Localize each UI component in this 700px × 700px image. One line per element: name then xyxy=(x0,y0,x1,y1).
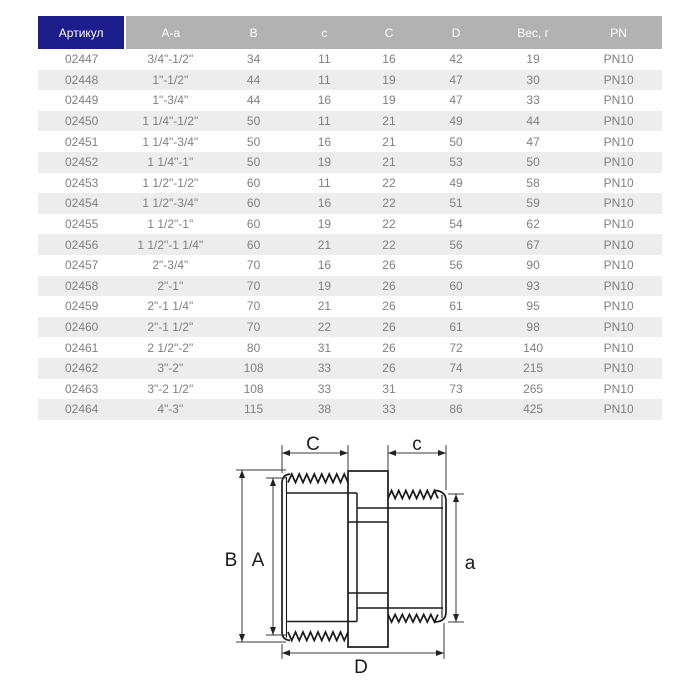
table-cell: 54 xyxy=(421,214,491,235)
table-cell: 44 xyxy=(215,90,292,111)
table-cell: 02449 xyxy=(38,90,125,111)
table-body xyxy=(38,49,662,420)
table-cell: 70 xyxy=(215,296,292,317)
table-cell: PN10 xyxy=(575,111,662,132)
table-cell: 95 xyxy=(491,296,575,317)
table-cell: 67 xyxy=(491,234,575,255)
table-cell: 11 xyxy=(292,49,357,70)
table-cell: 50 xyxy=(491,152,575,173)
table-cell: 26 xyxy=(357,317,421,338)
fitting-diagram xyxy=(200,425,500,695)
table-cell: PN10 xyxy=(575,70,662,91)
table-cell: 33 xyxy=(491,90,575,111)
table-cell: 34 xyxy=(215,49,292,70)
table-cell: 02450 xyxy=(38,111,125,132)
table-cell: PN10 xyxy=(575,358,662,379)
table-cell: 50 xyxy=(215,152,292,173)
table-cell: 22 xyxy=(357,193,421,214)
table-cell: 50 xyxy=(215,131,292,152)
table-cell: 26 xyxy=(357,296,421,317)
table-cell: PN10 xyxy=(575,49,662,70)
table-row xyxy=(38,358,662,379)
dim-label-a: a xyxy=(464,553,476,574)
table-row xyxy=(38,173,662,194)
table-cell: 4"-3" xyxy=(125,399,215,420)
table-cell: 02457 xyxy=(38,255,125,276)
table-cell: 26 xyxy=(357,337,421,358)
table-row xyxy=(38,399,662,420)
table-cell: 16 xyxy=(357,49,421,70)
table-row xyxy=(38,276,662,297)
table-cell: 38 xyxy=(292,399,357,420)
table-cell: PN10 xyxy=(575,379,662,400)
table-cell: 140 xyxy=(491,337,575,358)
left-thread-root-lines xyxy=(287,493,358,622)
table-cell: 02454 xyxy=(38,193,125,214)
dim-label-A: A xyxy=(251,550,265,571)
table-cell: 47 xyxy=(421,70,491,91)
table-cell: 02453 xyxy=(38,173,125,194)
table-cell: 02459 xyxy=(38,296,125,317)
table-cell: 02464 xyxy=(38,399,125,420)
table-cell: PN10 xyxy=(575,131,662,152)
column-header: А-а xyxy=(125,16,215,49)
table-cell: 265 xyxy=(491,379,575,400)
table-cell: PN10 xyxy=(575,337,662,358)
table-cell: 22 xyxy=(357,173,421,194)
column-header: Артикул xyxy=(38,16,125,49)
table-cell: PN10 xyxy=(575,234,662,255)
dim-label-D: D xyxy=(354,657,368,678)
table-cell: 47 xyxy=(491,131,575,152)
table-cell: 60 xyxy=(215,234,292,255)
table-cell: 02451 xyxy=(38,131,125,152)
table-cell: 70 xyxy=(215,276,292,297)
table-cell: 1 1/2"-3/4" xyxy=(125,193,215,214)
table-cell: 02460 xyxy=(38,317,125,338)
table-row xyxy=(38,131,662,152)
table-cell: 3"-2 1/2" xyxy=(125,379,215,400)
table-cell: 1 1/4"-3/4" xyxy=(125,131,215,152)
table-cell: 1 1/2"-1/2" xyxy=(125,173,215,194)
table-cell: 19 xyxy=(292,276,357,297)
table-cell: 02461 xyxy=(38,337,125,358)
table-cell: 22 xyxy=(292,317,357,338)
table-cell: 72 xyxy=(421,337,491,358)
table-row xyxy=(38,70,662,91)
table-cell: 02452 xyxy=(38,152,125,173)
table-cell: 62 xyxy=(491,214,575,235)
table-row xyxy=(38,90,662,111)
table-cell: 73 xyxy=(421,379,491,400)
table-cell: 2"-1 1/2" xyxy=(125,317,215,338)
column-header: PN xyxy=(575,16,662,49)
table-cell: 60 xyxy=(421,276,491,297)
table-cell: 44 xyxy=(491,111,575,132)
table-cell: 108 xyxy=(215,379,292,400)
table-cell: 98 xyxy=(491,317,575,338)
table-cell: PN10 xyxy=(575,276,662,297)
table-cell: 22 xyxy=(357,234,421,255)
table-cell: 50 xyxy=(215,111,292,132)
table-cell: 21 xyxy=(357,152,421,173)
table-cell: 70 xyxy=(215,255,292,276)
table-row xyxy=(38,152,662,173)
table-cell: 16 xyxy=(292,131,357,152)
table-cell: 115 xyxy=(215,399,292,420)
table-cell: 33 xyxy=(292,358,357,379)
table-cell: 33 xyxy=(292,379,357,400)
table-row xyxy=(38,111,662,132)
table-row xyxy=(38,234,662,255)
left-thread-bottom xyxy=(288,632,348,641)
table-cell: 19 xyxy=(357,90,421,111)
table-cell: 90 xyxy=(491,255,575,276)
dim-label-c: c xyxy=(412,434,422,455)
table-cell: 93 xyxy=(491,276,575,297)
dim-label-C: C xyxy=(306,434,320,455)
spec-table xyxy=(38,16,662,420)
table-cell: 02447 xyxy=(38,49,125,70)
hex-section xyxy=(348,471,388,647)
table-cell: 21 xyxy=(357,111,421,132)
table-cell: 11 xyxy=(292,173,357,194)
table-cell: 26 xyxy=(357,255,421,276)
table-cell: PN10 xyxy=(575,317,662,338)
table-cell: PN10 xyxy=(575,214,662,235)
table-cell: 26 xyxy=(357,358,421,379)
table-row xyxy=(38,255,662,276)
table-cell: 2"-3/4" xyxy=(125,255,215,276)
table-cell: 74 xyxy=(421,358,491,379)
table-cell: 70 xyxy=(215,317,292,338)
table-cell: 19 xyxy=(491,49,575,70)
table-row xyxy=(38,379,662,400)
table-cell: 3/4"-1/2" xyxy=(125,49,215,70)
table-cell: 1 1/2"-1 1/4" xyxy=(125,234,215,255)
hex-flats xyxy=(348,522,388,593)
table-row xyxy=(38,296,662,317)
table-cell: 61 xyxy=(421,317,491,338)
table-cell: 2"-1" xyxy=(125,276,215,297)
dim-A-extensions xyxy=(266,478,286,635)
table-cell: 60 xyxy=(215,214,292,235)
table-cell: 49 xyxy=(421,173,491,194)
table-cell: 49 xyxy=(421,111,491,132)
table-row xyxy=(38,193,662,214)
table-cell: 16 xyxy=(292,255,357,276)
table-cell: 1"-1/2" xyxy=(125,70,215,91)
table-cell: 86 xyxy=(421,399,491,420)
table-cell: 31 xyxy=(357,379,421,400)
table-cell: 1"-3/4" xyxy=(125,90,215,111)
table-cell: PN10 xyxy=(575,399,662,420)
table-cell: PN10 xyxy=(575,255,662,276)
table-cell: 50 xyxy=(421,131,491,152)
table-cell: PN10 xyxy=(575,296,662,317)
column-header: Вес, г xyxy=(491,16,575,49)
table-cell: 3"-2" xyxy=(125,358,215,379)
table-cell: 59 xyxy=(491,193,575,214)
header-row xyxy=(38,16,662,49)
table-cell: 80 xyxy=(215,337,292,358)
table-cell: 02458 xyxy=(38,276,125,297)
right-thread-bottom xyxy=(388,615,438,623)
table-cell: 60 xyxy=(215,173,292,194)
table-cell: 61 xyxy=(421,296,491,317)
table-cell: 1 1/2"-1" xyxy=(125,214,215,235)
table-cell: 21 xyxy=(292,296,357,317)
column-header: С xyxy=(357,16,421,49)
table-cell: 30 xyxy=(491,70,575,91)
right-thread-top xyxy=(388,491,438,499)
fitting-body xyxy=(282,471,446,647)
table-cell: 425 xyxy=(491,399,575,420)
table-cell: 26 xyxy=(357,276,421,297)
column-header: D xyxy=(421,16,491,49)
table-cell: 11 xyxy=(292,70,357,91)
table-cell: 16 xyxy=(292,193,357,214)
table-cell: 42 xyxy=(421,49,491,70)
table-cell: PN10 xyxy=(575,90,662,111)
table-cell: 21 xyxy=(292,234,357,255)
column-header: В xyxy=(215,16,292,49)
table-cell: 2 1/2"-2" xyxy=(125,337,215,358)
table-cell: 47 xyxy=(421,90,491,111)
table-cell: 02455 xyxy=(38,214,125,235)
table-row xyxy=(38,49,662,70)
table-cell: 11 xyxy=(292,111,357,132)
table-cell: 56 xyxy=(421,234,491,255)
table-cell: 02456 xyxy=(38,234,125,255)
table-cell: 51 xyxy=(421,193,491,214)
table-cell: 56 xyxy=(421,255,491,276)
table-cell: 33 xyxy=(357,399,421,420)
dim-label-B: B xyxy=(224,550,238,571)
table-row xyxy=(38,337,662,358)
table-cell: 19 xyxy=(357,70,421,91)
table-cell: 1 1/4"-1" xyxy=(125,152,215,173)
table-cell: 58 xyxy=(491,173,575,194)
table-cell: 108 xyxy=(215,358,292,379)
table-cell: 19 xyxy=(292,214,357,235)
table-cell: PN10 xyxy=(575,152,662,173)
left-thread-top xyxy=(288,474,348,483)
table-cell: 31 xyxy=(292,337,357,358)
table-cell: 02448 xyxy=(38,70,125,91)
table-cell: 215 xyxy=(491,358,575,379)
table-cell: 44 xyxy=(215,70,292,91)
table-cell: PN10 xyxy=(575,173,662,194)
table-cell: 53 xyxy=(421,152,491,173)
table-cell: 1 1/4"-1/2" xyxy=(125,111,215,132)
table-cell: 21 xyxy=(357,131,421,152)
table-cell: 19 xyxy=(292,152,357,173)
table-cell: 60 xyxy=(215,193,292,214)
right-face xyxy=(435,491,446,623)
column-header: с xyxy=(292,16,357,49)
table-row xyxy=(38,317,662,338)
table-cell: 22 xyxy=(357,214,421,235)
table-cell: 2"-1 1/4" xyxy=(125,296,215,317)
table-cell: 02462 xyxy=(38,358,125,379)
table-cell: PN10 xyxy=(575,193,662,214)
table-cell: 02463 xyxy=(38,379,125,400)
table-cell: 16 xyxy=(292,90,357,111)
table-row xyxy=(38,214,662,235)
